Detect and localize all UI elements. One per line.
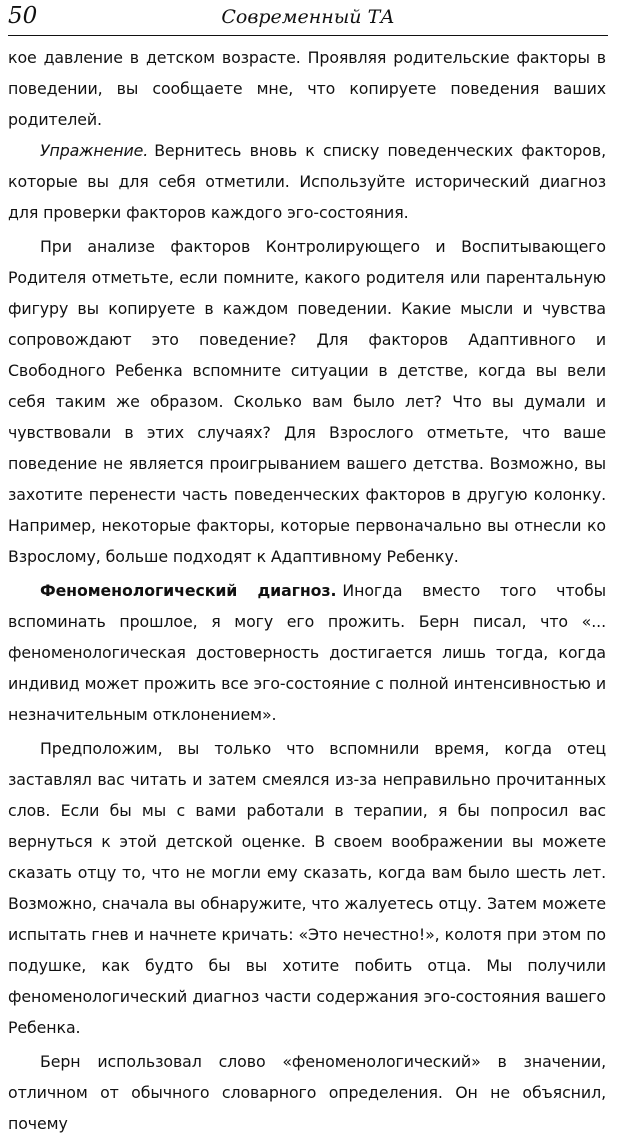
paragraph-text: Иногда вместо того чтобы вспоминать прошлое, я могу его прожить. Берн писал, что «... феноменологическая достоверность достигается лишь тогда, когда индивид может прожить все эго-состояние с полной интенсивностью и незначительным отклонением».: [8, 581, 606, 724]
section-heading: Феноменологический диагноз.: [40, 581, 337, 600]
running-title: Современный ТА: [221, 6, 395, 28]
paragraph-text: кое давление в детском возрасте. Проявляя родительские факторы в поведении, вы сообщаете мне, что копируете поведения ваших родителей.: [8, 48, 606, 129]
header-rule: [8, 35, 608, 36]
paragraph-continuation: [8, 42, 606, 135]
page-number: 50: [8, 3, 38, 29]
paragraph-ending: [8, 1046, 606, 1139]
section-paragraph: [8, 575, 606, 730]
page-body: [8, 42, 606, 1139]
paragraph-example: [8, 733, 606, 1043]
paragraph-text: Вернитесь вновь к списку поведенческих факторов, которые вы для себя отметили. Используйте исторический диагноз для проверки факторов каждого эго-состояния.: [8, 141, 606, 222]
paragraph-analysis: [8, 231, 606, 572]
page-header: [8, 2, 608, 38]
paragraph-text: Берн использовал слово «феноменологический» в значении, отличном от обычного словарного определения. Он не объяснил, почему: [8, 1052, 606, 1133]
paragraph-text: При анализе факторов Контролирующего и Воспитывающего Родителя отметьте, если помните, какого родителя или парентальную фигуру вы копируете в каждом поведении. Какие мысли и чувства сопровождают это поведение? Для факторов Адаптивного и Свободного Ребенка вспомните ситуации в детстве, когда вы вели себя таким же образом. Сколько вам было лет? Что вы думали и чувствовали в этих случаях? Для Взрослого отметьте, что ваше поведение не является проигрыванием вашего детства. Возможно, вы захотите перенести часть поведенческих факторов в другую колонку. Например, некоторые факторы, которые первоначально вы отнесли ко Взрослому, больше подходят к Адаптивному Ребенку.: [8, 237, 606, 566]
exercise-label: Упражнение.: [40, 141, 149, 160]
paragraph-text: Предположим, вы только что вспомнили время, когда отец заставлял вас читать и затем смеялся из-за неправильно прочитанных слов. Если бы мы с вами работали в терапии, я бы попросил вас вернуться к этой детской оценке. В своем воображении вы можете сказать отцу то, что не могли ему сказать, когда вам было шесть лет. Возможно, сначала вы обнаружите, что жалуетесь отцу. Затем можете испытать гнев и начнете кричать: «Это нечестно!», колотя при этом по подушке, как будто бы вы хотите побить отца. Мы получили феноменологический диагноз части содержания эго-состояния вашего Ребенка.: [8, 739, 606, 1037]
exercise-paragraph: [8, 135, 606, 228]
